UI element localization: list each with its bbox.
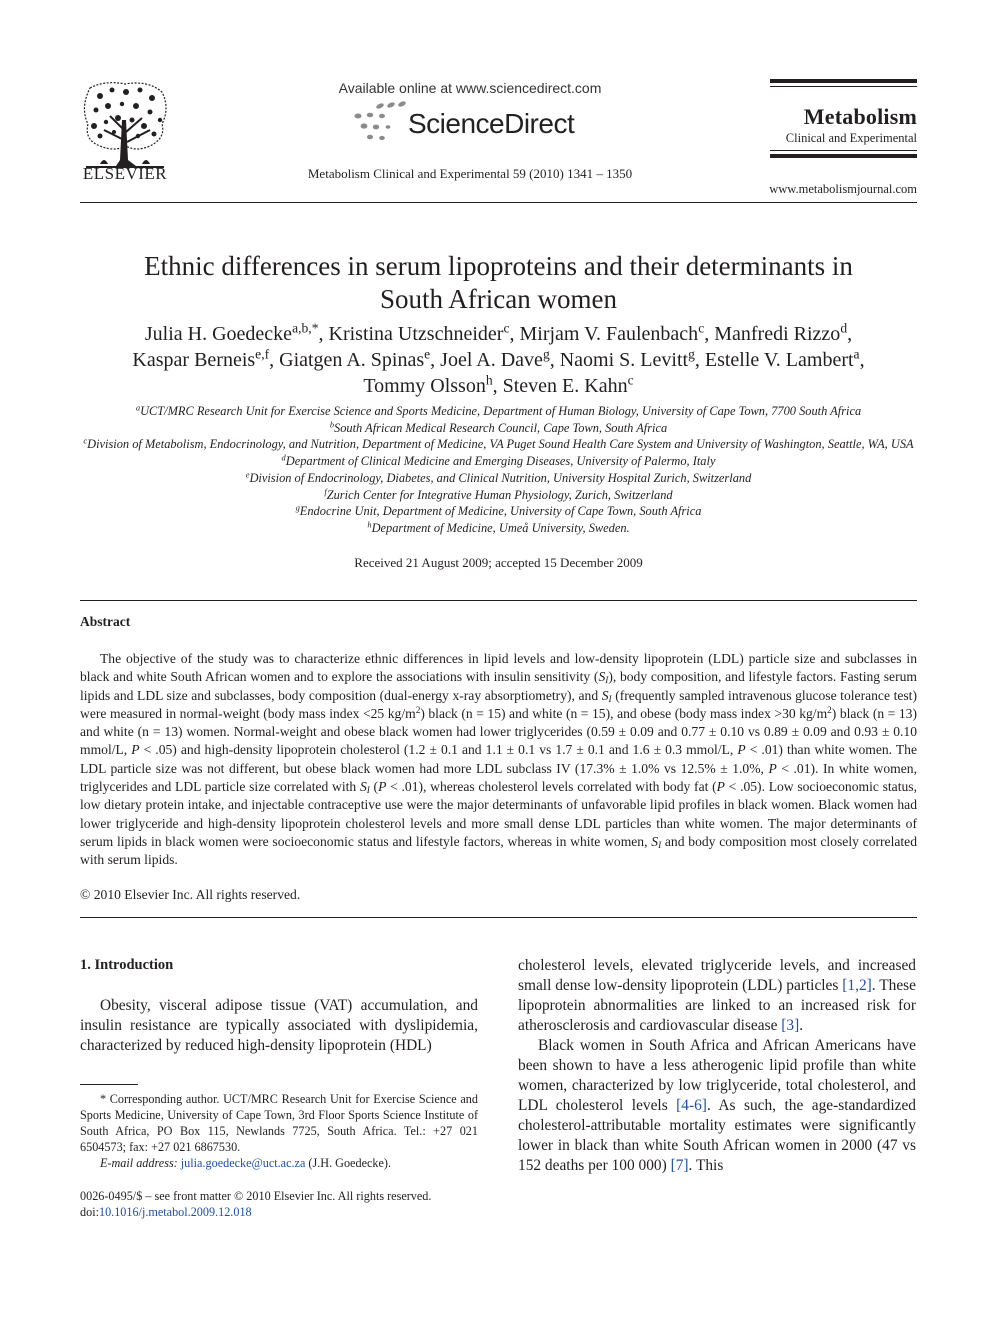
doi-label: doi: <box>80 1205 99 1220</box>
author-affil-marker: h <box>485 372 493 388</box>
affiliation-marker: h <box>367 519 372 530</box>
reference-link[interactable]: [4-6] <box>676 1097 707 1114</box>
author-name[interactable]: Mirjam V. Faulenbach <box>519 323 699 345</box>
affiliation-text: Department of Medicine, Umeå University, Sweden. <box>371 520 630 535</box>
header-divider <box>80 202 917 203</box>
affiliation-marker: a <box>135 402 141 413</box>
author-name[interactable]: Tommy Olsson <box>363 375 486 397</box>
body-text: cholesterol levels, elevated triglyceride levels, and increased small dense low-density lipoprotein (LDL) particles <box>518 957 916 994</box>
body-text: . These lipoprotein abnormalities are linked to an increased risk for atherosclerosis and cardiovascular disease <box>518 977 916 1034</box>
si-letter: S <box>651 833 659 849</box>
footnote-rule <box>80 1084 138 1085</box>
affiliation-text: Endocrine Unit, Department of Medicine, University of Cape Town, South Africa <box>299 504 702 519</box>
intro-paragraph: Obesity, visceral adipose tissue (VAT) accumulation, and insulin resistance are typically associated with dyslipidemia, characterized by reduced high-density lipoprotein (HDL) <box>80 997 478 1054</box>
si-subscript: I <box>366 784 370 795</box>
received-dates: Received 21 August 2009; accepted 15 December 2009 <box>354 555 643 570</box>
si-letter: S <box>601 687 609 703</box>
publisher-wordmark: ELSEVIER <box>82 164 168 183</box>
body-text: . This <box>688 1157 724 1174</box>
si-letter: S <box>598 669 606 685</box>
sciencedirect-wordmark: ScienceDirect <box>408 108 575 139</box>
author-line <box>80 373 917 399</box>
author-name[interactable]: Naomi S. Levitt <box>559 349 689 371</box>
reference-link[interactable]: [7] <box>670 1157 689 1174</box>
footnote-email-line <box>80 1155 478 1171</box>
p-value-symbol: P <box>378 779 387 795</box>
author-line <box>80 347 917 373</box>
affiliation <box>80 470 917 487</box>
body-text: . As such, the age-standardized cholesterol-attributable mortality estimates were significantly lower in black than white South African women in 2000 (47 vs 152 deaths per 100 000) <box>518 1097 917 1174</box>
article-title <box>80 250 917 316</box>
author-separator: , <box>509 323 520 345</box>
journal-rule <box>770 154 917 158</box>
author-affil-marker: g <box>688 346 695 362</box>
author-affil-marker: e,f <box>255 346 270 362</box>
journal-rule <box>770 150 917 151</box>
affiliation-list <box>80 403 917 537</box>
si-symbol <box>360 779 370 794</box>
author-affil-marker: a,b,* <box>292 320 319 336</box>
abstract-text: ) black (n = 15) and white (n = 15), and obese (body mass index >30 kg/m <box>420 705 828 721</box>
author-name[interactable]: Kaspar Berneis <box>132 349 256 371</box>
available-online-note[interactable]: Available online at www.sciencedirect.com <box>338 80 602 96</box>
p-value-symbol: P <box>768 760 777 776</box>
section-divider <box>80 600 917 601</box>
footnote-marker: * <box>100 1092 107 1106</box>
body-text: Black women in South Africa and African Americans have been shown to have a less atherogenic lipid profile than white women, characterized by low triglyceride, total cholesterol, and LDL cholesterol levels <box>518 1037 916 1114</box>
p-value-symbol: P <box>716 779 725 795</box>
abstract-text: and body composition most closely correlated with serum lipids. <box>80 833 917 868</box>
si-subscript: I <box>608 693 612 704</box>
affiliation-text: Department of Clinical Medicine and Emerging Diseases, University of Palermo, Italy <box>285 454 716 469</box>
abstract-text: < .01). In white women, triglycerides and LDL particle size correlated with <box>80 760 917 795</box>
doi-link[interactable]: 10.1016/j.metabol.2009.12.018 <box>98 1205 252 1220</box>
si-symbol <box>602 688 612 703</box>
abstract-text: The objective of the study was to characterize ethnic differences in lipid levels and low-density lipoprotein (LDL) particle size and subclasses in black and white South African women and to explore the associations with insulin sensitivity ( <box>80 651 917 685</box>
abstract-body <box>80 650 917 870</box>
author-name[interactable]: Kristina Utzschneider <box>328 323 504 345</box>
abstract-text: ), body composition, and lifestyle factors. Fasting serum lipids and LDL size and subclasses, body composition (dual-energy x-ray absorptiometry), and <box>80 669 917 703</box>
abstract-text: < .05) and high-density lipoprotein cholesterol (1.2 ± 0.1 and 1.1 ± 0.1 vs 1.7 ± 0.1 and 1.6 ± 0.3 mmol/L, <box>139 742 738 758</box>
author-name[interactable]: Manfredi Rizzo <box>714 323 841 345</box>
email-label: E-mail address: <box>100 1156 178 1171</box>
author-name[interactable]: Estelle V. Lambert <box>704 349 854 371</box>
journal-title: Metabolism <box>803 104 917 129</box>
author-affil-marker: c <box>698 320 705 336</box>
affiliation-text: South African Medical Research Council, Cape Town, South Africa <box>334 420 668 435</box>
affiliation-marker: d <box>281 452 286 463</box>
author-line <box>80 321 917 347</box>
abstract-text: (frequently sampled intravenous glucose tolerance test) were measured in normal-weight (body mass index <25 kg/m <box>80 687 917 721</box>
p-value-symbol: P <box>131 742 140 758</box>
section-divider <box>80 917 917 918</box>
abstract-paragraph <box>80 650 917 870</box>
affiliation-text: Division of Metabolism, Endocrinology, and Nutrition, Department of Medicine, VA Puget Sound Health Care System and University of Washington, Seattle, WA, USA <box>87 437 914 452</box>
author-separator: , <box>492 375 503 397</box>
author-separator: , <box>859 349 865 371</box>
author-affil-marker: d <box>840 320 848 336</box>
affiliation <box>80 403 917 420</box>
affiliation <box>80 487 917 504</box>
footnote-text: Corresponding author. UCT/MRC Research Unit for Exercise Science and Sports Medicine, University of Cape Town, 3rd Floor Sports Science Institute of South Africa, PO Box 115, Newlands 7725, South Africa. Tel.: +27 021 6504573; fax: +27 021 6867530. <box>80 1092 478 1155</box>
reference-link[interactable]: [3] <box>781 1017 800 1034</box>
si-subscript: I <box>658 839 662 850</box>
author-separator: , <box>318 323 329 345</box>
intro-paragraph <box>518 1036 916 1176</box>
affiliation-text: UCT/MRC Research Unit for Exercise Science and Sports Medicine, Department of Human Biology, University of Cape Town, 7700 South Africa <box>140 404 862 418</box>
affiliation <box>80 420 917 437</box>
intro-paragraph <box>518 956 916 1036</box>
affiliation <box>80 520 917 537</box>
author-separator: , <box>549 349 560 371</box>
affiliation-text: Division of Endocrinology, Diabetes, and Clinical Nutrition, University Hospital Zurich, Switzerland <box>249 470 752 485</box>
unit-exponent: 2 <box>827 704 832 715</box>
author-separator: , <box>847 323 853 345</box>
author-affil-marker: a <box>853 346 860 362</box>
abstract-text: < .05). Low socioeconomic status, low dietary protein intake, and injectable contraceptive use were the major determinants of unfavorable lipid profiles in black women. Black women had lower triglyceride and high-density lipoprotein cholesterol levels and more small dense LDL particles than white women. The major determinants of serum lipids in black women were socioeconomic status and lifestyle factors, whereas in white women, <box>80 779 917 849</box>
author-separator: , <box>704 323 715 345</box>
author-name[interactable]: Steven E. Kahn <box>502 375 628 397</box>
author-name[interactable]: Giatgen A. Spinas <box>279 349 425 371</box>
author-separator: , <box>269 349 280 371</box>
affiliation <box>80 436 917 453</box>
issn-line: 0026-0495/$ – see front matter © 2010 Elsevier Inc. All rights reserved. <box>80 1189 432 1203</box>
journal-rule <box>770 79 917 83</box>
abstract-copyright: © 2010 Elsevier Inc. All rights reserved. <box>80 887 301 902</box>
abstract-text: < .01) than white women. The LDL particle size was not different, but obese black women had more LDL subclass IV (17.3% ± 1.0% vs 12.5% ± 1.0%, <box>80 742 917 776</box>
body-text: . <box>799 1017 804 1034</box>
unit-exponent: 2 <box>415 704 421 715</box>
affiliation-marker: f <box>324 485 327 496</box>
left-column <box>80 996 478 1056</box>
author-separator: , <box>694 349 705 371</box>
doi-line <box>80 1204 478 1220</box>
author-separator: , <box>430 349 441 371</box>
journal-url[interactable]: www.metabolismjournal.com <box>769 182 917 196</box>
author-affil-marker: g <box>542 346 550 362</box>
section-heading-introduction: 1. Introduction <box>80 957 174 973</box>
affiliation-marker: g <box>295 502 300 513</box>
title-line: Ethnic differences in serum lipoproteins and their determinants in <box>144 251 853 281</box>
abstract-text: < .01), whereas cholesterol levels correlated with body fat ( <box>386 779 717 795</box>
title-line: South African women <box>380 284 617 314</box>
author-affil-marker: e <box>424 346 431 362</box>
footnote-paragraph <box>80 1091 478 1155</box>
si-letter: S <box>359 779 367 795</box>
si-symbol <box>651 834 661 849</box>
si-symbol <box>598 669 608 684</box>
right-column <box>518 956 916 1176</box>
email-link[interactable]: julia.goedecke@uct.ac.za <box>180 1156 306 1171</box>
abstract-text: ( <box>369 779 379 795</box>
author-affil-marker: c <box>627 372 634 388</box>
author-list <box>80 321 917 399</box>
author-name[interactable]: Julia H. Goedecke <box>144 323 293 345</box>
abstract-heading: Abstract <box>80 614 131 629</box>
journal-citation: Metabolism Clinical and Experimental 59 (2010) 1341 – 1350 <box>307 166 633 181</box>
affiliation-text: Zurich Center for Integrative Human Physiology, Zurich, Switzerland <box>326 487 673 502</box>
corresponding-author-footnote <box>80 1091 478 1171</box>
p-value-symbol: P <box>737 742 746 758</box>
front-matter <box>80 1188 478 1220</box>
reference-link[interactable]: [1,2] <box>842 977 872 994</box>
affiliation-marker: c <box>83 435 88 446</box>
journal-rule <box>770 86 917 87</box>
author-name[interactable]: Joel A. Dave <box>440 349 543 371</box>
affiliation <box>80 453 917 470</box>
journal-subtitle: Clinical and Experimental <box>785 131 917 145</box>
email-suffix: (J.H. Goedecke). <box>305 1156 391 1171</box>
affiliation-marker: b <box>329 419 335 430</box>
si-subscript: I <box>605 675 609 686</box>
affiliation <box>80 503 917 520</box>
author-affil-marker: c <box>503 320 510 336</box>
affiliation-marker: e <box>245 469 250 480</box>
abstract-text: ) black (n = 13) and white (n = 13) women. Normal-weight and obese black women had lower triglycerides (0.59 ± 0.09 and 0.77 ± 0.10 vs 0.89 ± 0.09 and 0.93 ± 0.10 mmol/L, <box>80 705 917 758</box>
